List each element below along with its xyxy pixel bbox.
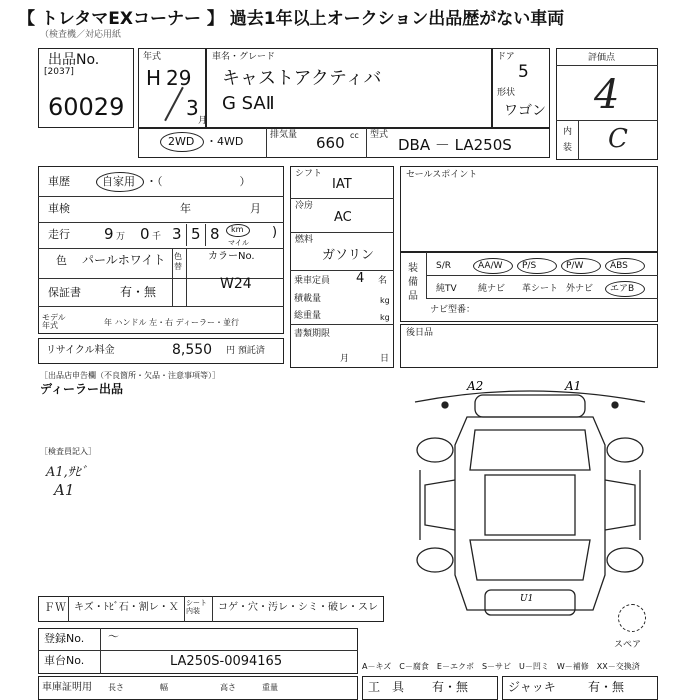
chassis-label: 車台No.	[44, 654, 85, 667]
score-label: 評価点	[588, 53, 616, 63]
ac-label: 冷房	[295, 201, 314, 211]
color-label: 色	[56, 254, 67, 267]
row2-item-0: 純TV	[436, 284, 457, 294]
equip-hline-2	[426, 298, 658, 299]
inspection-year: 年	[180, 202, 191, 215]
shape: ワゴン	[504, 103, 546, 119]
cert-item-2: 高さ	[220, 683, 236, 692]
row-line-1	[38, 196, 284, 197]
cert-label: 車庫証明用	[42, 682, 92, 693]
notes-box	[400, 324, 658, 368]
mid-line-4	[290, 324, 394, 325]
mileage-km: km	[231, 225, 244, 234]
reg-hline	[38, 650, 358, 651]
damage-legend: A－キズ C－腐食 E－エクボ S－サビ U－凹ミ W－補修 XX－交換済	[362, 662, 640, 671]
fuel-value: ガソリン	[322, 248, 375, 263]
digit-sep-2	[205, 224, 206, 246]
model-label: 型式	[370, 130, 389, 140]
row2-item-1: 純ナビ	[478, 284, 506, 294]
reg-vline	[100, 628, 101, 674]
model-code: DBA － LA250S	[398, 136, 512, 154]
form-type: （検査機／対応用紙	[40, 30, 122, 40]
reg-value: ～	[108, 630, 119, 643]
wheel-rear-right	[607, 438, 643, 462]
storage-label: 書類期限	[294, 329, 331, 339]
year-era: H	[146, 66, 162, 90]
month-unit: 月	[198, 116, 208, 126]
seat-label: シート内装	[186, 599, 207, 615]
recycle-label: リサイクル料金	[46, 345, 115, 356]
recycle-value: 8,550	[172, 342, 213, 358]
equip-hline-1	[426, 275, 658, 276]
score-value: 4	[594, 72, 620, 118]
load-label: 積載量	[294, 294, 322, 304]
capacity-value: 4	[356, 271, 365, 286]
color-vline	[172, 248, 173, 306]
mileage-sen: 0	[140, 225, 150, 243]
mileage-paren: )	[272, 225, 278, 240]
score-divider	[556, 65, 658, 66]
door-outlines	[425, 480, 635, 530]
load-unit: kg	[380, 296, 390, 305]
row1-item-0: S/R	[436, 261, 451, 271]
car-name: キャストアクティバ	[222, 68, 382, 89]
row1-item-1: AA/W	[478, 261, 503, 271]
mark-a2-dot	[442, 402, 448, 408]
reg-label: 登録No.	[44, 632, 85, 645]
shift-value: IAT	[332, 177, 352, 192]
name-label: 車名・グレード	[212, 52, 276, 62]
storage-day: 日	[380, 354, 390, 364]
lot-label: 出品No.	[48, 52, 100, 68]
banner-title: 【 トレタマEXコーナー 】 過去1年以上オークション出品歴がない車両	[18, 9, 565, 29]
tools-label: 工 具	[368, 680, 405, 694]
recycle-unit: 円 預託済	[226, 346, 265, 356]
doors: 5	[518, 62, 529, 82]
displacement-label: 排気量	[270, 130, 298, 140]
shape-label: 形状	[497, 88, 516, 98]
fw-vline	[68, 596, 69, 622]
fw-label: ＦＷ	[44, 601, 66, 614]
model-year-value: 年 ハンドル 左・右 ディーラー・並行	[104, 318, 239, 327]
wheel-front-right	[607, 548, 643, 572]
fw-vline-2	[184, 596, 185, 622]
shift-label: シフト	[295, 169, 323, 179]
history-value: 自家用	[102, 175, 135, 188]
mileage-digit-3: 8	[210, 225, 220, 243]
row2-item-2: 革シート	[522, 284, 559, 294]
ac-value: AC	[334, 210, 352, 225]
drive-2wd: 2WD	[168, 135, 195, 148]
wheel-front-left	[417, 548, 453, 572]
year-label: 年式	[143, 52, 162, 62]
row-line-3	[38, 248, 284, 249]
history-label: 車歴	[48, 175, 70, 188]
inspector-label: ［検査員記入］	[40, 447, 96, 456]
mileage-mile: マイル	[228, 239, 249, 247]
inspector-note-1: A1,ｻﾋﾞ	[46, 465, 88, 480]
fw-value: キズ・ﾄﾋﾞ石・割レ・Ｘ	[74, 602, 179, 613]
mid-line-1	[290, 198, 394, 199]
grade: G SAⅡ	[222, 93, 275, 114]
notes-label: 後日品	[406, 328, 434, 338]
spare-tire-icon	[618, 604, 646, 632]
row-line-5	[38, 306, 284, 307]
year-value: 29	[166, 66, 192, 90]
car-damage-diagram	[405, 375, 655, 630]
digit-sep-1	[186, 224, 187, 246]
inspector-note-2: A1	[54, 481, 75, 499]
interior-score: C	[608, 124, 628, 154]
mileage-sen-unit: 千	[152, 232, 162, 242]
seat-vline	[212, 596, 213, 622]
jack-label: ジャッキ	[508, 680, 556, 694]
row1-item-2: P/S	[522, 261, 537, 271]
notice-label: ［出品店申告欄（不良箇所・欠品・注意事項等）］	[40, 371, 220, 380]
inspection-label: 車検	[48, 202, 70, 215]
displacement: 660	[316, 134, 345, 152]
navi-label: ナビ型番：	[430, 305, 476, 315]
color-no-label: カラーNo.	[208, 251, 255, 262]
roof-panel	[485, 475, 575, 535]
color-vline-2	[186, 248, 187, 306]
warranty-label: 保証書	[48, 286, 81, 299]
rear-window	[470, 430, 590, 470]
cc-unit: cc	[350, 131, 359, 140]
mileage-label: 走行	[48, 228, 70, 241]
mark-a1-dot	[612, 402, 618, 408]
capacity-unit: 名	[378, 276, 388, 286]
mileage-man: 9	[104, 225, 114, 243]
roof-outline	[415, 391, 645, 402]
equipment-label: 装備品	[408, 263, 418, 302]
sales-point-label: セールスポイント	[406, 170, 478, 180]
cert-item-1: 幅	[160, 683, 168, 692]
capacity-label: 乗車定員	[294, 276, 331, 286]
gross-unit: kg	[380, 313, 390, 322]
wheel-rear-left	[417, 438, 453, 462]
month-value: 3	[186, 96, 199, 120]
inspection-month: 月	[250, 202, 261, 215]
interior-vline	[578, 120, 579, 160]
color-value: パールホワイト	[82, 253, 166, 267]
notice-value: ディーラー出品	[40, 382, 124, 396]
color-change-label: 色替	[174, 252, 182, 271]
door-label: ドア	[497, 52, 515, 62]
model-year-label: モデル年式	[42, 313, 66, 330]
cert-item-3: 重量	[262, 683, 278, 692]
gross-label: 総重量	[294, 311, 322, 321]
mileage-digit-2: 5	[191, 225, 201, 243]
disp-divider	[366, 128, 367, 158]
cert-item-0: 長さ	[108, 683, 124, 692]
mileage-digit-1: 3	[172, 225, 182, 243]
body-outline	[455, 417, 605, 610]
drive-divider	[266, 128, 267, 158]
tools-value: 有・無	[432, 680, 469, 694]
mid-line-3	[290, 270, 394, 271]
row1-item-4: ABS	[610, 261, 628, 271]
row2-item-3: 外ナビ	[566, 284, 594, 294]
jack-value: 有・無	[588, 680, 625, 694]
interior-divider	[556, 120, 658, 121]
row-line-2	[38, 222, 284, 223]
storage-month: 月	[340, 354, 350, 364]
row1-item-3: P/W	[566, 261, 584, 271]
warranty-value: 有・無	[120, 285, 157, 299]
top-banner	[0, 0, 700, 32]
mark-a2: A2	[467, 379, 484, 393]
fuel-label: 燃料	[295, 235, 314, 245]
lot-tag: [2037]	[44, 67, 74, 77]
chassis-value: LA250S-0094165	[170, 654, 283, 669]
mileage-man-unit: 万	[116, 232, 126, 242]
spare-label: スペア	[614, 640, 642, 650]
mid-line-2	[290, 232, 394, 233]
interior-label-2: 装	[563, 143, 573, 153]
rear-panel	[475, 395, 585, 417]
color-no: W24	[220, 276, 252, 292]
windshield	[470, 540, 590, 580]
mark-a1: A1	[565, 379, 582, 393]
interior-label-1: 内	[563, 127, 573, 137]
seat-value: コゲ・穴・汚レ・シミ・破レ・スレ	[218, 602, 378, 613]
mark-u: U1	[520, 594, 534, 604]
history-rest: ・（ ）	[146, 175, 251, 188]
lot-number: 60029	[48, 93, 125, 121]
left-info-block	[38, 166, 284, 334]
row2-item-4: エアB	[610, 284, 635, 294]
drive-4wd: ・4WD	[206, 135, 244, 148]
